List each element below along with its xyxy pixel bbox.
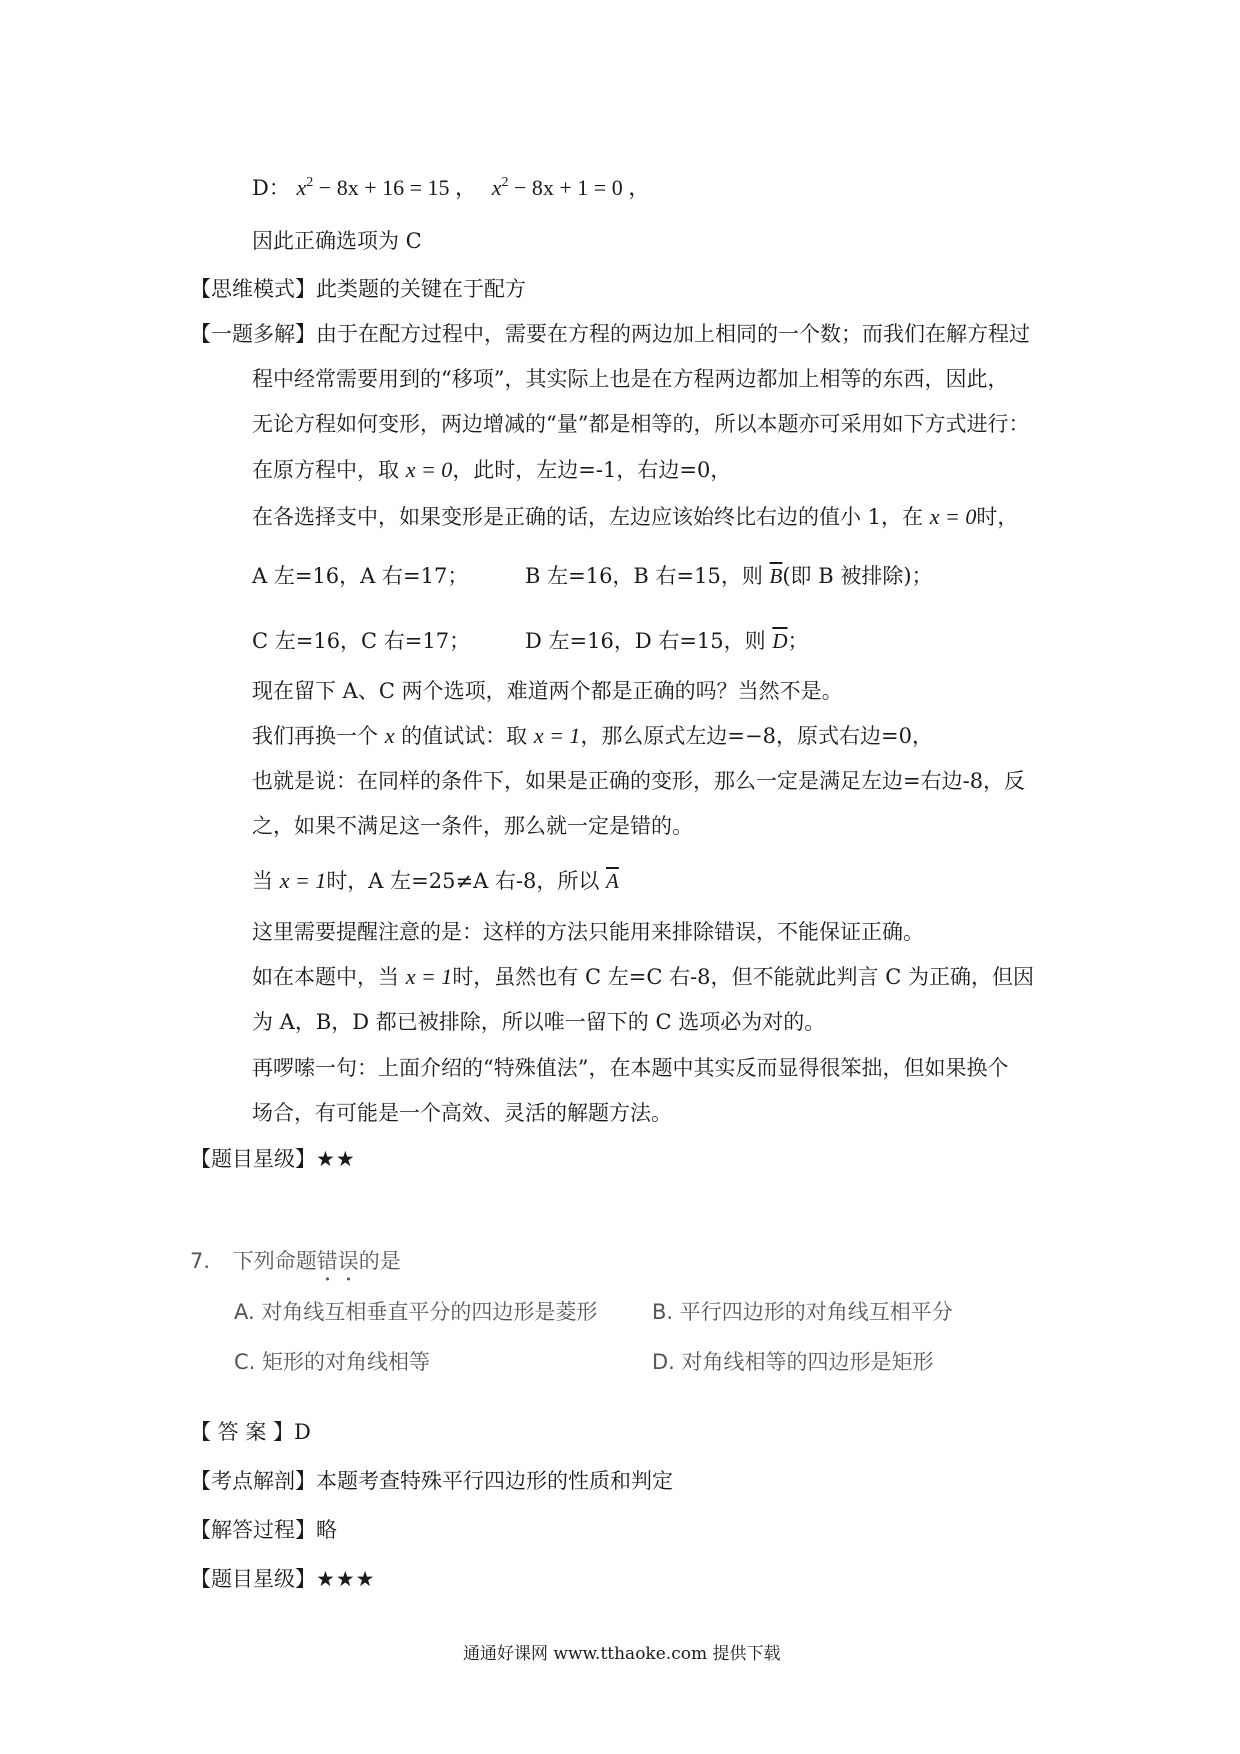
multi-solution-tag: 【一题多解】 bbox=[190, 322, 316, 346]
row-option-a: A 左=16，A 右=17； bbox=[252, 564, 469, 588]
math-x-equals-1: x = 1 bbox=[279, 868, 327, 893]
row-option-d: D 左=16，D 右=15，则 $\overline{D}$； bbox=[525, 629, 809, 653]
process-tag: 【解答过程】 bbox=[190, 1518, 316, 1542]
math-x-equals-0: x = 0 bbox=[929, 504, 977, 529]
analysis-tag: 【考点解剖】 bbox=[190, 1469, 316, 1493]
row-option-b: B 左=16，B 右=15，则 $\overline{B}$(即 B 被排除)； bbox=[525, 564, 933, 588]
process-line: 【解答过程】略 bbox=[190, 1518, 337, 1542]
analysis-line: 【考点解剖】本题考查特殊平行四边形的性质和判定 bbox=[190, 1469, 673, 1493]
multi-solution-line-8: 也就是说：在同样的条件下，如果是正确的变形，那么一定是满足左边=右边-8，反 bbox=[252, 769, 1026, 793]
multi-solution-line-15: 场合，有可能是一个高效、灵活的解题方法。 bbox=[252, 1101, 672, 1125]
math-x-equals-0: x = 0 bbox=[405, 457, 453, 482]
multi-solution-line-9: 之，如果不满足这一条件，那么就一定是错的。 bbox=[252, 814, 693, 838]
answer-value: D bbox=[294, 1420, 311, 1444]
multi-solution-line-10: 当 x = 1时，A 左=25≠A 右-8，所以 $\overline{A}$ bbox=[252, 868, 619, 893]
overline-d: $\overline{D}$ bbox=[772, 629, 788, 653]
math-x-equals-1: x = 1 bbox=[533, 723, 581, 748]
multi-solution-line-7: 我们再换一个 x 的值试试：取 x = 1，那么原式左边=−8，原式右边=0， bbox=[252, 723, 933, 748]
emphasis-word: 错误 bbox=[316, 1249, 359, 1273]
math-x-equals-1: x = 1 bbox=[405, 964, 453, 989]
multi-solution-line-11: 这里需要提醒注意的是：这样的方法只能用来排除错误，不能保证正确。 bbox=[252, 920, 924, 944]
equation-2: $x^2 - 8x + 1 = 0$ ， bbox=[491, 175, 651, 200]
multi-solution-line-5: 在各选择支中，如果变形是正确的话，左边应该始终比右边的值小 1，在 x = 0时， bbox=[252, 504, 1019, 529]
option-c: C. 矩形的对角线相等 bbox=[234, 1350, 431, 1374]
solution-d-line bbox=[252, 174, 650, 202]
footer-text: 通通好课网 www.tthaoke.com 提供下载 bbox=[463, 1644, 781, 1664]
multi-solution-line-4: 在原方程中，取 x = 0，此时，左边=-1，右边=0， bbox=[252, 457, 732, 482]
option-a: A. 对角线互相垂直平分的四边形是菱形 bbox=[234, 1300, 598, 1324]
option-d: D. 对角线相等的四边形是矩形 bbox=[652, 1350, 934, 1374]
math-x: x bbox=[384, 723, 395, 748]
answer-line bbox=[190, 1418, 311, 1446]
question-number: 7. bbox=[190, 1249, 211, 1273]
thinking-mode-line bbox=[190, 275, 526, 303]
star-rating: ★★ bbox=[316, 1147, 356, 1171]
multi-solution-line-2: 程中经常需要用到的“移项”，其实际上也是在方程两边都加上相等的东西，因此， bbox=[252, 367, 1009, 391]
difficulty-line-1 bbox=[190, 1145, 356, 1173]
star-rating: ★★★ bbox=[316, 1567, 376, 1591]
conclusion-line: 因此正确选项为 C bbox=[252, 229, 422, 253]
overline-b: $\overline{B}$ bbox=[769, 564, 783, 588]
thinking-mode-text: 此类题的关键在于配方 bbox=[316, 277, 526, 301]
multi-solution-line-1: 【一题多解】由于在配方过程中，需要在方程的两边加上相同的一个数；而我们在解方程过 bbox=[190, 322, 1030, 346]
multi-solution-line-6: 现在留下 A、C 两个选项，难道两个都是正确的吗？当然不是。 bbox=[252, 679, 843, 703]
overline-a: $\overline{A}$ bbox=[606, 869, 619, 893]
multi-solution-line-13: 为 A，B，D 都已被排除，所以唯一留下的 C 选项必为对的。 bbox=[252, 1010, 826, 1034]
question-7-stem: 7. 下列命题错误的是 bbox=[190, 1249, 401, 1273]
difficulty-tag: 【题目星级】 bbox=[190, 1147, 316, 1171]
difficulty-line-2 bbox=[190, 1565, 375, 1593]
equation-1: $x^2 - 8x + 16 = 15$ ， bbox=[296, 175, 478, 200]
answer-tag: 【 答 案 】 bbox=[190, 1420, 295, 1444]
thinking-mode-tag: 【思维模式】 bbox=[190, 277, 316, 301]
option-b: B. 平行四边形的对角线互相平分 bbox=[652, 1300, 953, 1324]
row-option-c: C 左=16，C 右=17； bbox=[252, 629, 471, 653]
multi-solution-line-12: 如在本题中，当 x = 1时，虽然也有 C 左=C 右-8，但不能就此判言 C 为正确，但因 bbox=[252, 964, 1034, 989]
multi-solution-line-14: 再啰嗦一句：上面介绍的“特殊值法”，在本题中其实反而显得很笨拙，但如果换个 bbox=[252, 1056, 1009, 1080]
solution-d-label: D： bbox=[252, 176, 290, 200]
multi-solution-line-3: 无论方程如何变形，两边增减的“量”都是相等的，所以本题亦可采用如下方式进行： bbox=[252, 412, 1030, 436]
difficulty-tag: 【题目星级】 bbox=[190, 1567, 316, 1591]
